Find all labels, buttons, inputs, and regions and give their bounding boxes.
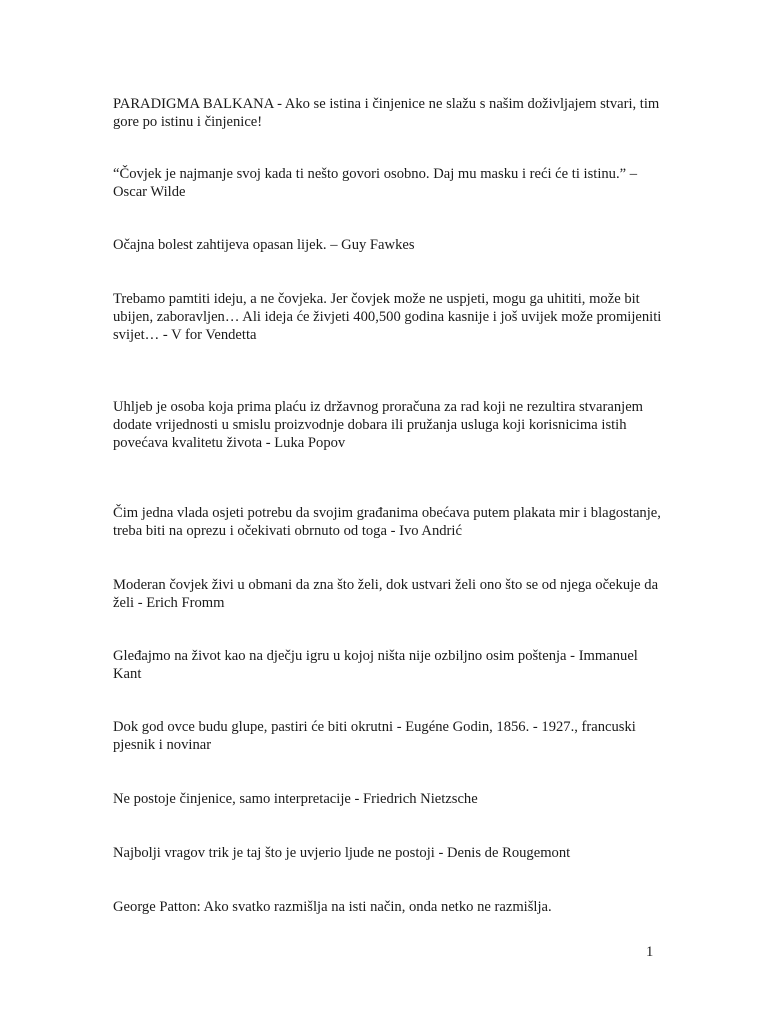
quote-george-patton: George Patton: Ako svatko razmišlja na isti način, onda netko ne razmišlja. (113, 899, 552, 915)
quote-erich-fromm: Moderan čovjek živi u obmani da zna što želi, dok ustvari želi ono što se od njega očekuje da želi - Erich Fromm (113, 577, 659, 612)
paragraph-paradigma-balkana: PARADIGMA BALKANA - Ako se istina i činjenice ne slažu s našim doživljajem stvari, tim gore po istinu i činjenice! (113, 96, 660, 131)
quote-ivo-andric: Čim jedna vlada osjeti potrebu da svojim građanima obećava putem plakata mir i blagostanje, treba biti na oprezu i očekivati obrnuto od toga - Ivo Andrić (113, 505, 661, 540)
quote-v-for-vendetta: Trebamo pamtiti ideju, a ne čovjeka. Jer čovjek može ne uspjeti, mogu ga uhititi, može bit ubijen, zaboravljen… Ali ideja će živjeti 400,500 godina kasnije i još uvijek može promijeniti svijet… - V for Vendetta (113, 291, 662, 344)
quote-luka-popov: Uhljeb je osoba koja prima plaću iz državnog proračuna za rad koji ne rezultira stvaranjem dodate vrijednosti u smislu proizvodnje dobara ili pružanja usluga koji korisnicima istih povećava kvalitetu života - Luka Popov (113, 399, 644, 452)
quote-oscar-wilde: “Čovjek je najmanje svoj kada ti nešto govori osobno. Daj mu masku i reći će ti istinu.” – Oscar Wilde (113, 166, 638, 201)
quote-immanuel-kant: Gleđajmo na život kao na dječju igru u kojoj ništa nije ozbiljno osim poštenja - Immanuel Kant (113, 648, 638, 683)
quote-friedrich-nietzsche: Ne postoje činjenice, samo interpretacije - Friedrich Nietzsche (113, 791, 478, 807)
quote-eugene-godin: Dok god ovce budu glupe, pastiri će biti okrutni - Eugéne Godin, 1856. - 1927., francuski pjesnik i novinar (113, 719, 636, 754)
quote-guy-fawkes: Očajna bolest zahtijeva opasan lijek. – Guy Fawkes (113, 237, 415, 253)
page-number: 1 (646, 944, 654, 960)
quote-denis-de-rougemont: Najbolji vragov trik je taj što je uvjerio ljude ne postoji - Denis de Rougemont (113, 845, 571, 861)
